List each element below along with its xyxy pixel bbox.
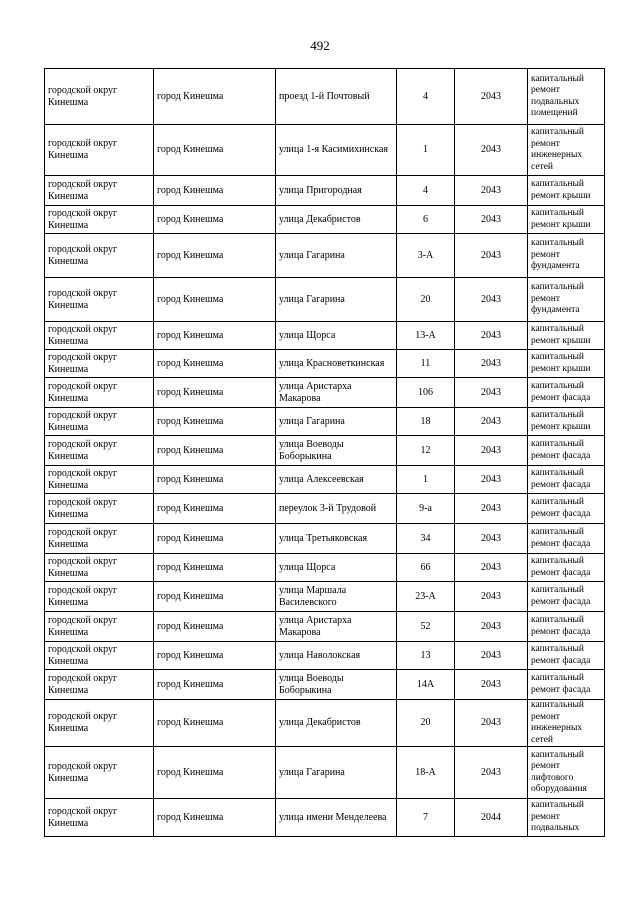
year-cell: 2043 [455,582,528,612]
year-cell: 2043 [455,612,528,642]
year-cell: 2043 [455,350,528,378]
table-row [45,582,605,612]
district-cell: городской округ Кинешма [45,747,154,799]
house-number-cell: 9-а [397,494,455,524]
street-cell: переулок 3-й Трудовой [276,494,397,524]
settlement-cell: город Кинешма [154,747,276,799]
street-cell: улица Щорса [276,554,397,582]
settlement-cell: город Кинешма [154,206,276,234]
district-cell: городской округ Кинешма [45,176,154,206]
house-number-cell: 4 [397,69,455,125]
year-cell: 2043 [455,747,528,799]
settlement-cell: город Кинешма [154,524,276,554]
street-cell: улица Воеводы Боборыкина [276,436,397,466]
table-row [45,378,605,408]
street-cell: улица Гагарина [276,408,397,436]
settlement-cell: город Кинешма [154,176,276,206]
settlement-cell: город Кинешма [154,408,276,436]
table-row [45,642,605,670]
work-type-cell: капитальный ремонт фасада [528,436,605,466]
year-cell: 2043 [455,378,528,408]
settlement-cell: город Кинешма [154,378,276,408]
district-cell: городской округ Кинешма [45,642,154,670]
year-cell: 2043 [455,206,528,234]
district-cell: городской округ Кинешма [45,278,154,322]
settlement-cell: город Кинешма [154,278,276,322]
work-type-cell: капитальный ремонт фасада [528,670,605,700]
table-row [45,322,605,350]
table-row [45,436,605,466]
house-number-cell: 1 [397,125,455,176]
district-cell: городской округ Кинешма [45,436,154,466]
house-number-cell: 1 [397,466,455,494]
table-row [45,612,605,642]
work-type-cell: капитальный ремонт лифтового оборудования [528,747,605,799]
house-number-cell: 52 [397,612,455,642]
street-cell: улица Воеводы Боборыкина [276,670,397,700]
year-cell: 2043 [455,234,528,278]
street-cell: улица Красноветкинская [276,350,397,378]
settlement-cell: город Кинешма [154,799,276,837]
work-type-cell: капитальный ремонт фасада [528,642,605,670]
settlement-cell: город Кинешма [154,612,276,642]
table-row [45,670,605,700]
work-type-cell: капитальный ремонт фасада [528,466,605,494]
year-cell: 2043 [455,524,528,554]
street-cell: улица Пригородная [276,176,397,206]
street-cell: улица Маршала Василевского [276,582,397,612]
district-cell: городской округ Кинешма [45,206,154,234]
page-number: 492 [310,38,330,53]
table-row [45,350,605,378]
settlement-cell: город Кинешма [154,700,276,747]
work-type-cell: капитальный ремонт инженерных сетей [528,125,605,176]
district-cell: городской округ Кинешма [45,700,154,747]
house-number-cell: 20 [397,700,455,747]
street-cell: улица имени Менделеева [276,799,397,837]
table-row [45,700,605,747]
year-cell: 2043 [455,278,528,322]
settlement-cell: город Кинешма [154,466,276,494]
work-type-cell: капитальный ремонт фасада [528,494,605,524]
district-cell: городской округ Кинешма [45,408,154,436]
work-type-cell: капитальный ремонт крыши [528,206,605,234]
year-cell: 2043 [455,642,528,670]
settlement-cell: город Кинешма [154,642,276,670]
house-number-cell: 23-А [397,582,455,612]
house-number-cell: 7 [397,799,455,837]
house-number-cell: 34 [397,524,455,554]
street-cell: улица Декабристов [276,700,397,747]
table-row [45,408,605,436]
street-cell: улица Гагарина [276,747,397,799]
house-number-cell: 6 [397,206,455,234]
house-number-cell: 13 [397,642,455,670]
year-cell: 2043 [455,125,528,176]
work-type-cell: капитальный ремонт крыши [528,176,605,206]
work-type-cell: капитальный ремонт подвальных [528,799,605,837]
district-cell: городской округ Кинешма [45,612,154,642]
house-number-cell: 14А [397,670,455,700]
district-cell: городской округ Кинешма [45,234,154,278]
year-cell: 2043 [455,494,528,524]
street-cell: улица 1-я Касимихинская [276,125,397,176]
work-type-cell: капитальный ремонт фундамента [528,278,605,322]
house-number-cell: 66 [397,554,455,582]
street-cell: улица Гагарина [276,234,397,278]
year-cell: 2043 [455,176,528,206]
year-cell: 2044 [455,799,528,837]
table-row [45,206,605,234]
district-cell: городской округ Кинешма [45,466,154,494]
work-type-cell: капитальный ремонт фундамента [528,234,605,278]
work-type-cell: капитальный ремонт фасада [528,524,605,554]
year-cell: 2043 [455,466,528,494]
street-cell: проезд 1-й Почтовый [276,69,397,125]
house-number-cell: 18-А [397,747,455,799]
work-type-cell: капитальный ремонт фасада [528,582,605,612]
table-row [45,554,605,582]
settlement-cell: город Кинешма [154,436,276,466]
district-cell: городской округ Кинешма [45,670,154,700]
house-number-cell: 11 [397,350,455,378]
work-type-cell: капитальный ремонт инженерных сетей [528,700,605,747]
street-cell: улица Алексеевская [276,466,397,494]
settlement-cell: город Кинешма [154,494,276,524]
house-number-cell: 3-А [397,234,455,278]
street-cell: улица Аристарха Макарова [276,612,397,642]
table-row [45,799,605,837]
year-cell: 2043 [455,670,528,700]
table-row [45,278,605,322]
street-cell: улица Декабристов [276,206,397,234]
house-number-cell: 18 [397,408,455,436]
street-cell: улица Наволокская [276,642,397,670]
settlement-cell: город Кинешма [154,234,276,278]
work-type-cell: капитальный ремонт подвальных помещений [528,69,605,125]
table-row [45,176,605,206]
district-cell: городской округ Кинешма [45,350,154,378]
work-type-cell: капитальный ремонт фасада [528,612,605,642]
district-cell: городской округ Кинешма [45,494,154,524]
table-row [45,466,605,494]
district-cell: городской округ Кинешма [45,799,154,837]
house-number-cell: 106 [397,378,455,408]
house-number-cell: 20 [397,278,455,322]
district-cell: городской округ Кинешма [45,322,154,350]
work-type-cell: капитальный ремонт крыши [528,322,605,350]
year-cell: 2043 [455,436,528,466]
year-cell: 2043 [455,408,528,436]
settlement-cell: город Кинешма [154,582,276,612]
district-cell: городской округ Кинешма [45,554,154,582]
street-cell: улица Аристарха Макарова [276,378,397,408]
district-cell: городской округ Кинешма [45,582,154,612]
district-cell: городской округ Кинешма [45,524,154,554]
year-cell: 2043 [455,322,528,350]
street-cell: улица Щорса [276,322,397,350]
table-row [45,747,605,799]
street-cell: улица Третьяковская [276,524,397,554]
house-number-cell: 4 [397,176,455,206]
district-cell: городской округ Кинешма [45,378,154,408]
street-cell: улица Гагарина [276,278,397,322]
house-number-cell: 12 [397,436,455,466]
table-row [45,524,605,554]
work-type-cell: капитальный ремонт крыши [528,350,605,378]
work-type-cell: капитальный ремонт фасада [528,378,605,408]
table-row [45,69,605,125]
work-type-cell: капитальный ремонт крыши [528,408,605,436]
settlement-cell: город Кинешма [154,554,276,582]
house-number-cell: 13-А [397,322,455,350]
settlement-cell: город Кинешма [154,322,276,350]
table-row [45,125,605,176]
year-cell: 2043 [455,69,528,125]
district-cell: городской округ Кинешма [45,69,154,125]
work-type-cell: капитальный ремонт фасада [528,554,605,582]
year-cell: 2043 [455,700,528,747]
table-row [45,234,605,278]
settlement-cell: город Кинешма [154,69,276,125]
year-cell: 2043 [455,554,528,582]
settlement-cell: город Кинешма [154,670,276,700]
settlement-cell: город Кинешма [154,350,276,378]
table-row [45,494,605,524]
repair-schedule-table [44,68,605,837]
settlement-cell: город Кинешма [154,125,276,176]
district-cell: городской округ Кинешма [45,125,154,176]
